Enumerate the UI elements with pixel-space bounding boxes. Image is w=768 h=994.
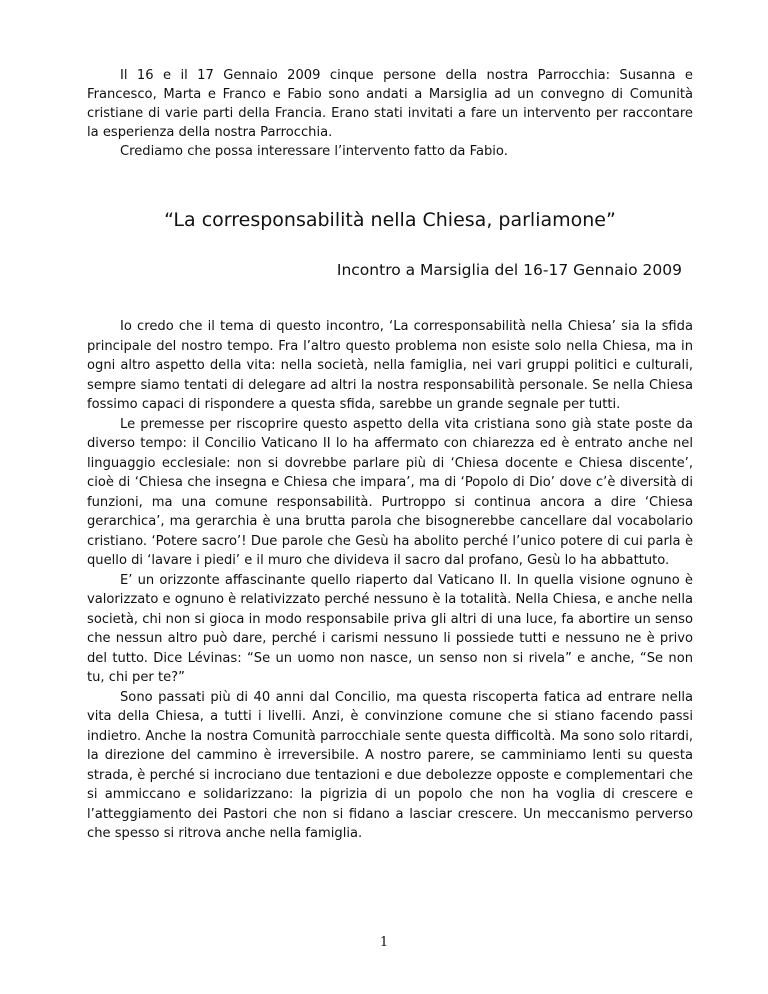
body-paragraph: Le premesse per riscoprire questo aspetto della vita cristiana sono già state poste da diverso tempo: il Concilio Vaticano II lo ha affermato con chiarezza ed è entrato anche nel linguaggio ecclesiale: non si dovrebbe parlare più di ‘Chiesa docente e Chiesa discente’, cioè di ‘Chiesa che insegna e Chiesa che impara’, ma di ‘Popolo di Dio’ dove c’è diversità di funzioni, ma una comune responsabilità. Purtroppo si continua ancora a dire ‘Chiesa gerarchica’, ma gerarchia è una brutta parola che bisognerebbe cancellare dal vocabolario cristiano. ‘Potere sacro’! Due parole che Gesù ha abolito perché l’unico potere di cui parla è quello di ‘lavare i piedi’ e il muro che divideva il sacro dal profano, Gesù lo ha abbattuto. <box>87 416 693 568</box>
body-paragraph: Io credo che il tema di questo incontro, ‘La corresponsabilità nella Chiesa’ sia la sfida principale del nostro tempo. Fra l’altro questo problema non esiste solo nella Chiesa, ma in ogni altro aspetto della vita: nella società, nella famiglia, nei vari gruppi politici e culturali, sempre siamo tentati di delegare ad altri la nostra responsabilità personale. Se nella Chiesa fossimo capaci di rispondere a questa sfida, sarebbe un grande segnale per tutti. <box>87 319 693 412</box>
body-paragraph: Sono passati più di 40 anni dal Concilio, ma questa riscoperta fatica ad entrare nella vita della Chiesa, a tutti i livelli. Anzi, è convinzione comune che si stiano facendo passi indietro. Anche la nostra Comunità parrocchiale sente questa difficoltà. Ma sono solo ritardi, la direzione del cammino è irreversibile. A nostro parere, se camminiamo lenti su questa strada, è perché si incrociano due tentazioni e due debolezze opposte e complementari che si ammiccano e solidarizzano: la pigrizia di un popolo che non ha voglia di crescere e l’atteggiamento dei Pastori che non si fidano a lasciar crescere. Un meccanismo perverso che spesso si ritrova anche nella famiglia. <box>87 689 693 841</box>
intro-section <box>87 66 693 161</box>
intro-paragraph: Crediamo che possa interessare l’intervento fatto da Fabio. <box>120 144 508 159</box>
document-subtitle: Incontro a Marsiglia del 16-17 Gennaio 2009 <box>336 261 682 279</box>
body-section <box>87 317 693 844</box>
intro-paragraph: Il 16 e il 17 Gennaio 2009 cinque persone della nostra Parrocchia: Susanna e Francesco, Marta e Franco e Fabio sono andati a Marsiglia ad un convegno di Comunità cristiane di varie parti della Francia. Erano stati invitati a fare un intervento per raccontare la esperienza della nostra Parrocchia. <box>87 68 693 140</box>
page-number: 1 <box>379 935 389 950</box>
body-paragraph: E’ un orizzonte affascinante quello riaperto dal Vaticano II. In quella visione ognuno è valorizzato e ognuno è relativizzato perché nessuno è la totalità. Nella Chiesa, e anche nella società, chi non si gioca in modo responsabile priva gli altri di una luce, fa abortire un senso che nessun altro può dare, perché i carismi nessuno li possiede tutti e nessuno ne è privo del tutto. Dice Lévinas: “Se un uomo non nasce, un senso non si rivela” e anche, “Se non tu, chi per te?” <box>87 572 693 685</box>
document-title: “La corresponsabilità nella Chiesa, parliamone” <box>164 209 616 231</box>
